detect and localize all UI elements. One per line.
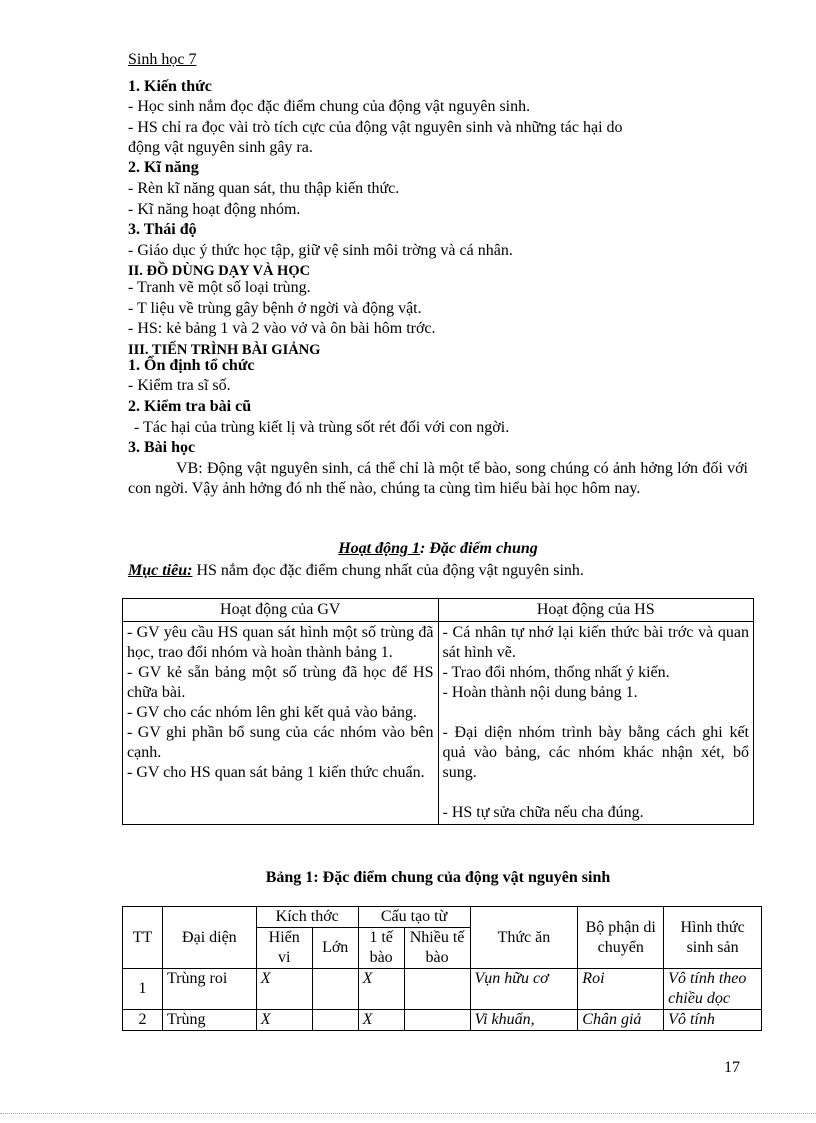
row1-one: X xyxy=(358,969,404,1010)
row2-rep: Trùng xyxy=(162,1010,256,1031)
hs-item: - Cá nhân tự nhớ lại kiến thức bài trớc và quan sát hình vẽ. xyxy=(442,624,749,661)
th-one-cell: 1 tế bào xyxy=(358,928,404,969)
heading-attitude: 3. Thái độ xyxy=(128,221,197,238)
gv-item: - GV cho HS quan sát bảng 1 kiến thức chuẩn. xyxy=(127,764,425,781)
goal-text: HS nắm đọc đặc điểm chung nhất của động vật nguyên sinh. xyxy=(192,562,584,579)
page-number: 17 xyxy=(724,1059,740,1076)
activity-1-goal xyxy=(128,561,748,581)
th-movement: Bộ phận di chuyển xyxy=(578,907,664,969)
row1-many xyxy=(404,969,470,1010)
th-representative: Đại diện xyxy=(162,907,256,969)
row2-repro: Vô tính xyxy=(664,1010,762,1031)
knowledge-line-2a: - HS chỉ ra đọc vài trò tích cực của động vật nguyên sinh và những tác hại do xyxy=(128,119,623,136)
heading-skills: 2. Kĩ năng xyxy=(128,159,199,176)
row1-large xyxy=(312,969,358,1010)
col-header-hs: Hoạt động của HS xyxy=(438,599,754,622)
th-many-cells: Nhiều tế bào xyxy=(404,928,470,969)
gv-item: - GV ghi phần bổ sung của các nhóm vào bên cạnh. xyxy=(127,724,434,761)
section-2-title: II. ĐỒ DÙNG DẠY VÀ HỌC xyxy=(128,263,311,279)
hs-item: - Đại diện nhóm trình bày bằng cách ghi kết quả vào bảng, các nhóm khác nhận xét, bổ sung. xyxy=(442,724,749,781)
table-1-caption: Bảng 1: Đặc điểm chung của động vật nguyên sinh xyxy=(265,869,611,886)
activity-1-label: Hoạt động 1 xyxy=(338,540,420,557)
activity-1-title xyxy=(128,539,748,559)
heading-knowledge: 1. Kiến thức xyxy=(128,78,212,95)
heading-lesson: 3. Bài học xyxy=(128,439,196,456)
gv-item: - GV yêu cầu HS quan sát hình một số trùng đã học, trao đổi nhóm và hoàn thành bảng 1. xyxy=(127,624,434,661)
row1-micro: X xyxy=(256,969,312,1010)
goal-label: Mục tiêu: xyxy=(128,562,193,579)
table-1 xyxy=(122,906,762,1031)
materials-line-2: - T liệu về trùng gây bệnh ở ngời và động vật. xyxy=(128,300,422,317)
lesson-intro: VB: Động vật nguyên sinh, cá thể chỉ là một tế bào, song chúng có ảnh hởng lớn đối với con ngời. Vậy ảnh hởng đó nh thế nào, chúng ta cùng tìm hiểu bài học hôm nay. xyxy=(128,460,748,497)
section-3-title: III. TIẾN TRÌNH BÀI GIẢNG xyxy=(128,342,321,358)
row2-move: Chân giả xyxy=(578,1010,664,1031)
th-food: Thức ăn xyxy=(470,907,578,969)
gv-item: - GV kẻ sẵn bảng một số trùng đã học để HS chữa bài. xyxy=(127,664,434,701)
materials-line-1: - Tranh vẽ một số loại trùng. xyxy=(128,279,311,296)
activity-1-title-rest: : Đặc điểm chung xyxy=(420,540,538,557)
row2-tt: 2 xyxy=(123,1010,163,1031)
row1-rep: Trùng roi xyxy=(162,969,256,1010)
gv-activities xyxy=(123,622,439,825)
review-text: - Tác hại của trùng kiết lị và trùng sốt rét đối với con ngời. xyxy=(134,419,510,436)
attitude-line-1: - Giáo dục ý thức học tập, giữ vệ sinh môi trờng và cá nhân. xyxy=(128,242,513,259)
row1-tt: 1 xyxy=(123,969,163,1010)
skill-line-1: - Rèn kĩ năng quan sát, thu thập kiến thức. xyxy=(128,180,400,197)
hs-item: - Trao đổi nhóm, thống nhất ý kiến. xyxy=(442,664,670,681)
skill-line-2: - Kĩ năng hoạt động nhóm. xyxy=(128,201,301,218)
knowledge-line-1: - Học sinh nắm đọc đặc điểm chung của động vật nguyên sinh. xyxy=(128,98,531,115)
materials-line-3: - HS: kẻ bảng 1 và 2 vào vở và ôn bài hôm trớc. xyxy=(128,320,436,337)
th-large: Lớn xyxy=(312,928,358,969)
col-header-gv: Hoạt động của GV xyxy=(123,599,439,622)
row2-large xyxy=(312,1010,358,1031)
row1-repro: Vô tính theo chiều dọc xyxy=(664,969,762,1010)
knowledge-line-2b: động vật nguyên sinh gây ra. xyxy=(128,139,313,156)
row2-micro: X xyxy=(256,1010,312,1031)
page-bottom-rule xyxy=(0,1113,816,1114)
heading-review: 2. Kiểm tra bài cũ xyxy=(128,398,252,415)
row1-food: Vụn hữu cơ xyxy=(470,969,578,1010)
heading-organization: 1. Ổn định tổ chức xyxy=(128,357,255,374)
th-size: Kích thớc xyxy=(256,907,358,928)
th-structure: Cấu tạo từ xyxy=(358,907,470,928)
row2-one: X xyxy=(358,1010,404,1031)
hs-item: - HS tự sửa chữa nếu cha đúng. xyxy=(442,804,644,821)
th-reproduction: Hình thức sinh sản xyxy=(664,907,762,969)
th-microscopic: Hiển vi xyxy=(256,928,312,969)
page-header: Sinh học 7 xyxy=(128,51,197,68)
row2-many xyxy=(404,1010,470,1031)
organization-text: - Kiểm tra sĩ số. xyxy=(128,377,231,394)
th-tt: TT xyxy=(123,907,163,969)
gv-item: - GV cho các nhóm lên ghi kết quả vào bảng. xyxy=(127,704,417,721)
hs-activities xyxy=(438,622,754,825)
activity-table xyxy=(122,598,754,825)
row2-food: Vi khuẩn, xyxy=(470,1010,578,1031)
row1-move: Roi xyxy=(578,969,664,1010)
hs-item: - Hoàn thành nội dung bảng 1. xyxy=(442,684,638,701)
